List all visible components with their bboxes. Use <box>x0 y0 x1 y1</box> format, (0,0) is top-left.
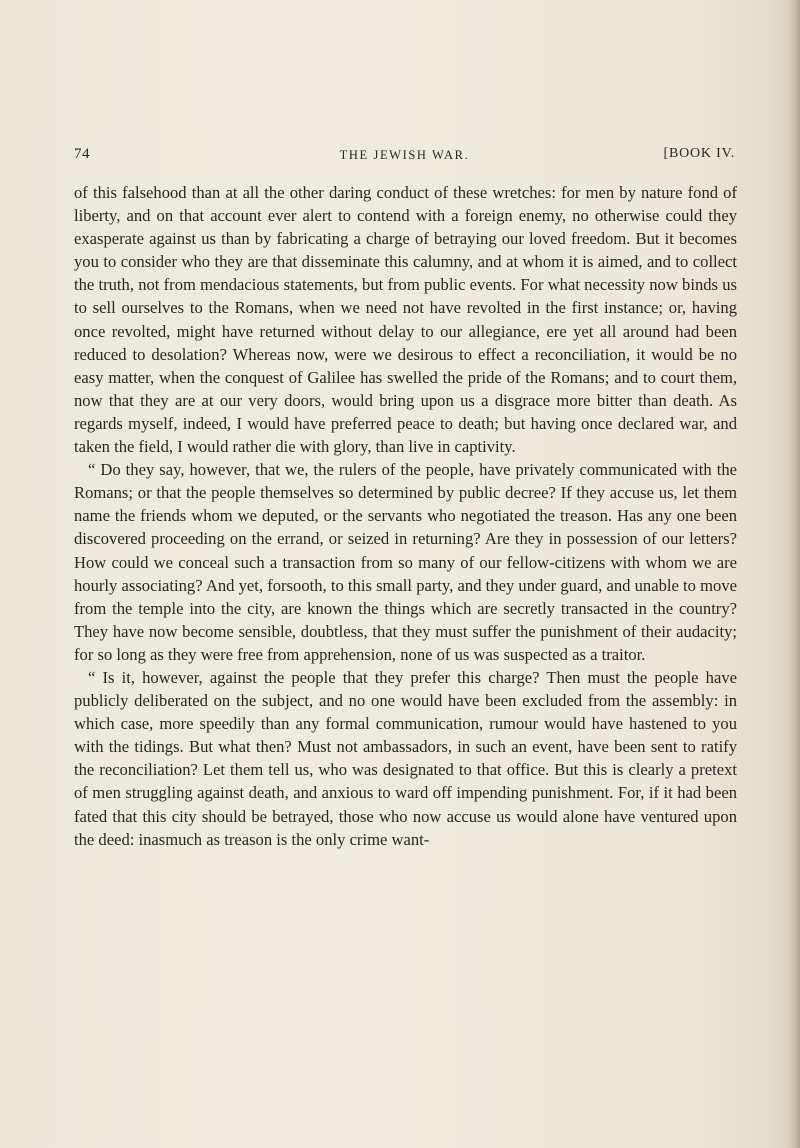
book-label: [BOOK IV. <box>663 146 735 161</box>
running-title: THE JEWISH WAR. <box>339 148 470 162</box>
body-text <box>74 181 737 851</box>
paragraph: “ Is it, however, against the people that they prefer this charge? Then must the people have publicly deliberated on the subject, and no one would have been excluded from the assembly: in which case, more speedily than any formal communication, rumour would have hastened to you with the tidings. But what then? Must not ambassadors, in such an event, have been sent to ratify the reconciliation? Let them tell us, who was designated to that office. But this is clearly a pretext of men struggling against death, and anxious to ward off impending punishment. For, if it had been fated that this city should be betrayed, those who now accuse us would alone have ventured upon the deed: inasmuch as treason is the only crime want- <box>74 667 737 849</box>
running-header <box>74 146 735 168</box>
page-number: 74 <box>74 146 90 162</box>
page-edge-shadow <box>786 0 800 1148</box>
paragraph: of this falsehood than at all the other daring conduct of these wretches: for men by nature fond of liberty, and on that account ever alert to contend with a foreign enemy, no otherwise could they exasperate against us than by fabricating a charge of betraying our loved freedom. But it becomes you to consider who they are that disseminate this calumny, and at whom it is aimed, and to collect the truth, not from mendacious statements, but from public events. For what necessity now binds us to sell ourselves to the Romans, when we need not have revolted in the first instance; or, having once revolted, might have returned without delay to our allegiance, ere yet all around had been reduced to desolation? Whereas now, were we desirous to effect a reconciliation, it would be no easy matter, when the conquest of Galilee has swelled the pride of the Romans; and to court them, now that they are at our very doors, would bring upon us a disgrace more bitter than death. As regards myself, indeed, I would have preferred peace to death; but having once declared war, and taken the field, I would rather die with glory, than live in captivity. <box>74 183 737 457</box>
paragraph: “ Do they say, however, that we, the rulers of the people, have privately communicated with the Romans; or that the people themselves so determined by public decree? If they accuse us, let them name the friends whom we deputed, or the servants who negotiated the treason. Has any one been discovered proceeding on the errand, or seized in returning? Are they in possession of our letters? How could we conceal such a transaction from so many of our fellow-citizens with whom we are hourly associating? And yet, forsooth, to this small party, and they under guard, and unable to move from the temple into the city, are known the things which are secretly transacted in the country? They have now become sensible, doubtless, that they must suffer the punishment of their audacity; for so long as they were free from apprehension, none of us was suspected as a traitor. <box>74 460 737 664</box>
